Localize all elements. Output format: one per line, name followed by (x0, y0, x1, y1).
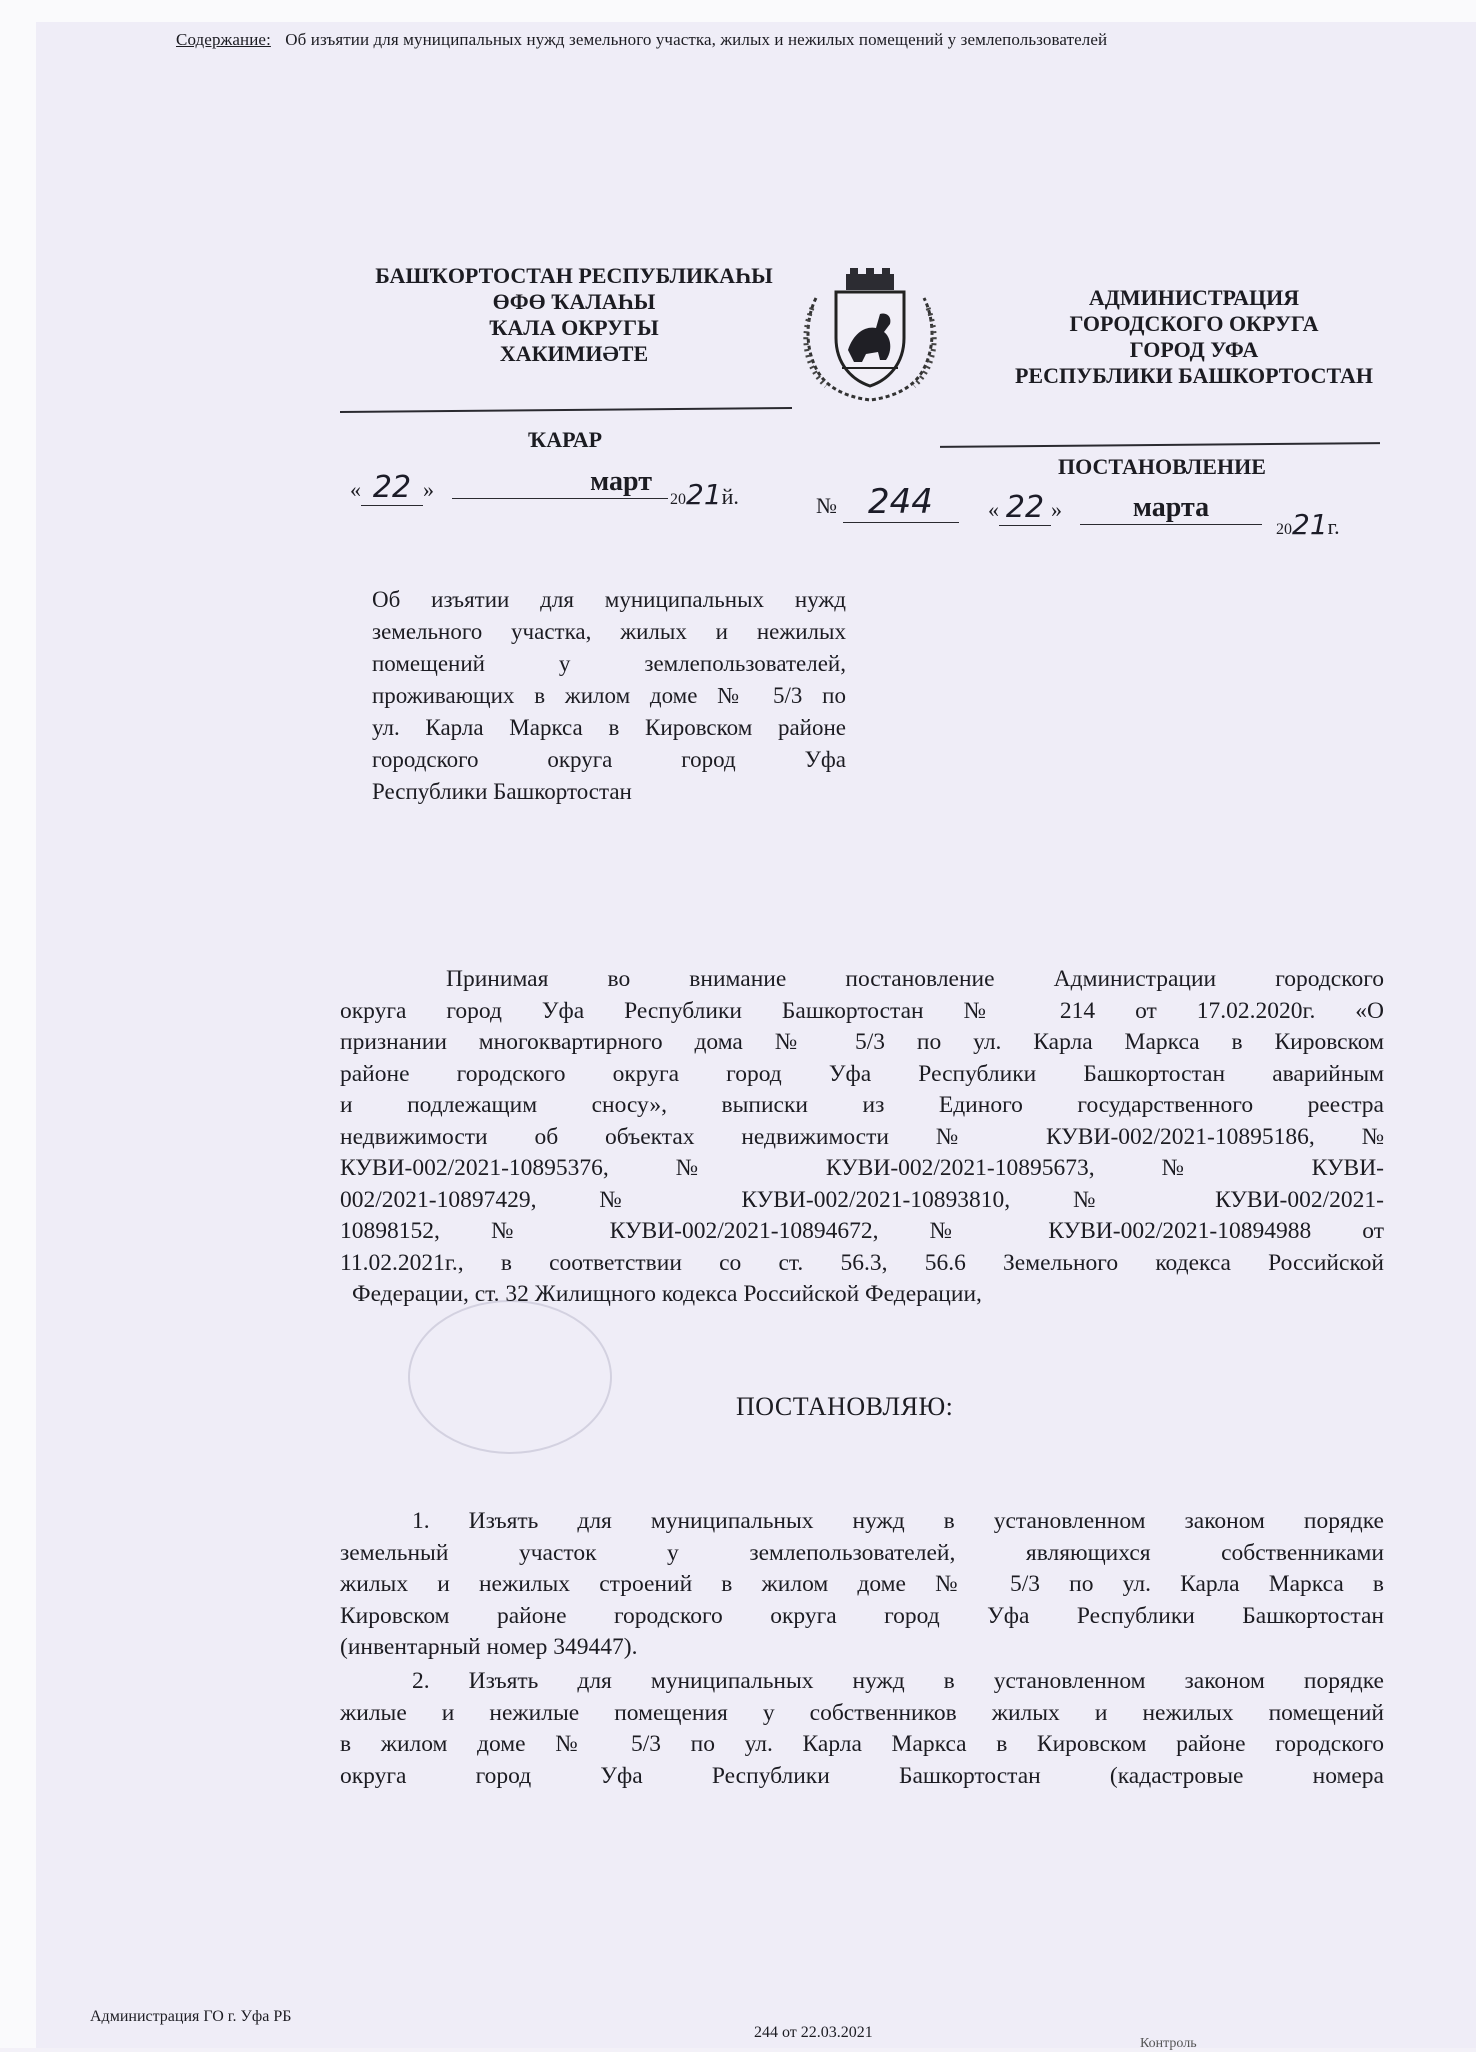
date-right-month-wrap (1080, 492, 1262, 525)
document-number (816, 482, 959, 523)
document-title (372, 584, 846, 808)
preamble-line: Принимая во внимание постановление Администрации городского (446, 966, 1384, 992)
item-line: земельный участок у землепользователей, являющихся собственниками (340, 1539, 1384, 1566)
date-right (988, 490, 1062, 526)
title-line: ул. Карла Маркса в Кировском районе (372, 715, 846, 740)
item-line: 1. Изъять для муниципальных нужд в установленном законом порядке (412, 1508, 1384, 1534)
item-line: Кировском районе городского округа город Уфа Республики Башкортостан (340, 1602, 1384, 1629)
date-left-month-wrap (452, 466, 668, 499)
handwritten-day: 22 (372, 470, 412, 505)
item-line: (инвентарный номер 349447). (340, 1634, 638, 1660)
item-line: в жилом доме № 5/3 по ул. Карла Маркса в Кировском районе городского (340, 1731, 1384, 1757)
footer-doc-number: 244 от 22.03.2021 (754, 2024, 873, 2041)
date-left (350, 470, 434, 506)
year-prefix: 20 (670, 491, 686, 508)
org-left-line: ӨФӨ ҠАЛАҺЫ (492, 289, 656, 314)
handwritten-year: 21 (1292, 508, 1328, 541)
org-right-line: ГОРОДСКОГО ОКРУГА (1069, 311, 1319, 336)
preamble-line: 10898152, № КУВИ-002/2021-10894672, № КУВИ-002/2021-10894988 от (340, 1218, 1384, 1244)
year-prefix: 20 (1276, 521, 1292, 538)
date-left-month: март (590, 466, 652, 497)
content-label: Содержание: (176, 30, 271, 49)
date-right-year (1276, 508, 1340, 541)
org-left-line: БАШҠОРТОСТАН РЕСПУБЛИКАҺЫ (375, 263, 773, 288)
preamble-line: и подлежащим сносу», выписки из Единого государственного реестра (340, 1092, 1384, 1118)
quote-close: » (423, 477, 434, 502)
number-sign: № (816, 493, 837, 518)
decree-item-1 (340, 1506, 1384, 1664)
org-name-russian (1002, 285, 1386, 389)
preamble-line: округа город Уфа Республики Башкортостан № 214 от 17.02.2020г. «О (340, 997, 1384, 1024)
title-line: Республики Башкортостан (372, 779, 632, 804)
org-right-line: РЕСПУБЛИКИ БАШКОРТОСТАН (1014, 363, 1374, 388)
bleed-through-seal (408, 1300, 612, 1454)
title-line: Об изъятии для муниципальных нужд (372, 587, 846, 612)
org-left-line: ҠАЛА ОКРУГЫ (489, 315, 659, 340)
decree-item-2 (340, 1666, 1384, 1792)
preamble-line: районе городского округа город Уфа Республики Башкортостан аварийным (340, 1060, 1384, 1087)
quote-open: « (350, 477, 361, 502)
item-line: округа город Уфа Республики Башкортостан (кадастровые номера (340, 1762, 1384, 1789)
footer-organization: Администрация ГО г. Уфа РБ (90, 2008, 292, 2025)
org-right-line: ГОРОД УФА (1129, 337, 1259, 362)
coat-of-arms-emblem (796, 268, 944, 404)
quote-open: « (988, 497, 999, 522)
title-line: городского округа город Уфа (372, 747, 846, 772)
footer-control: Контроль (1140, 2036, 1197, 2051)
doc-type-russian: ПОСТАНОВЛЕНИЕ (1058, 454, 1266, 479)
handwritten-year: 21 (686, 478, 722, 511)
preamble-line: 002/2021-10897429, № КУВИ-002/2021-10893810, № КУВИ-002/2021- (340, 1186, 1384, 1213)
preamble-line: признании многоквартирного дома № 5/3 по ул. Карла Маркса в Кировском (340, 1029, 1384, 1055)
doc-type-bashkir: ҠАРАР (528, 427, 603, 452)
org-left-line: ХАКИМИӘТЕ (499, 341, 649, 366)
preamble-line: 11.02.2021г., в соответствии со ст. 56.3, 56.6 Земельного кодекса Российской (340, 1249, 1384, 1276)
preamble-line: КУВИ-002/2021-10895376, № КУВИ-002/2021-10895673, № КУВИ- (340, 1155, 1384, 1181)
scan-margin-left (0, 0, 36, 2048)
title-line: помещений у землепользователей, (372, 651, 846, 676)
item-line: жилых и нежилых строений в жилом доме № 5/3 по ул. Карла Маркса в (340, 1571, 1384, 1597)
year-suffix: й. (721, 484, 739, 509)
date-right-month: марта (1132, 492, 1210, 523)
title-line: земельного участка, жилых и нежилых (372, 619, 846, 644)
date-left-year (670, 478, 739, 511)
decree-word: ПОСТАНОВЛЯЮ: (736, 1392, 954, 1421)
item-line: жилые и нежилые помещения у собственников жилых и нежилых помещений (340, 1699, 1384, 1726)
org-right-line: АДМИНИСТРАЦИЯ (1088, 285, 1300, 310)
preamble-paragraph (340, 964, 1384, 1311)
org-name-bashkir (352, 263, 796, 367)
preamble-line: недвижимости об объектах недвижимости № КУВИ-002/2021-10895186, № (340, 1123, 1384, 1150)
item-line: 2. Изъять для муниципальных нужд в установленном законом порядке (412, 1668, 1384, 1694)
handwritten-day: 22 (1005, 490, 1045, 525)
content-title: Об изъятии для муниципальных нужд земельного участка, жилых и нежилых помещений у землепользователей (285, 30, 1108, 49)
scan-margin-top (0, 0, 1476, 22)
preamble-line: Федерации, ст. 32 Жилищного кодекса Российской Федерации, (352, 1281, 982, 1307)
document-header (176, 30, 1436, 50)
quote-close: » (1051, 497, 1062, 522)
year-suffix: г. (1327, 514, 1340, 539)
handwritten-number: 244 (868, 482, 933, 522)
title-line: проживающих в жилом доме № 5/3 по (372, 683, 846, 708)
